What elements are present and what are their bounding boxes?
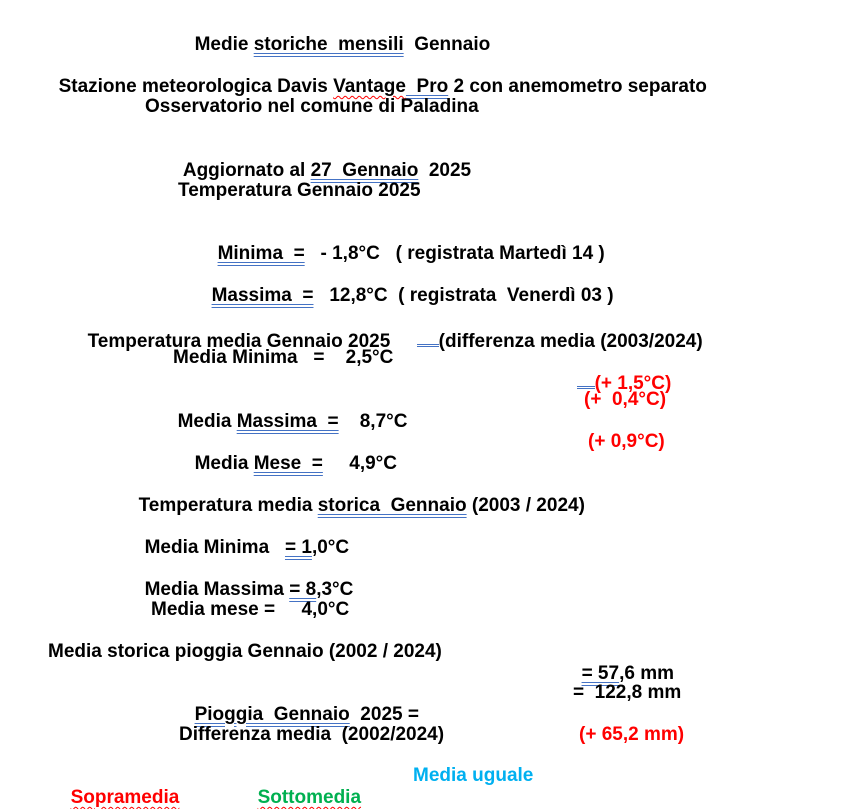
- rain-current-label-row: [184, 682, 419, 725]
- historic-header-b: storica Gennaio: [317, 495, 467, 516]
- rain-current-label-b: 2025 =: [349, 704, 419, 725]
- legend-below-label: Sottomedia: [257, 787, 362, 808]
- maximum-label: Massima =: [211, 285, 314, 306]
- current-max-value: 8,7°C: [338, 411, 408, 432]
- legend-below: [247, 765, 362, 808]
- historic-max-value-b: ,3°C: [316, 579, 354, 600]
- rain-historic-value-row: [571, 641, 674, 684]
- historic-max-row: [134, 557, 354, 600]
- title-part-1: Medie: [194, 34, 254, 55]
- rain-diff-label: Differenza media (2002/2024): [179, 724, 445, 745]
- current-min-diff-row: [566, 347, 672, 394]
- mean-header-title: Temperatura media Gennaio 2025: [87, 331, 417, 352]
- current-min-diff: (+ 1,5°C): [594, 373, 672, 394]
- title-part-3: Gennaio: [403, 34, 491, 55]
- current-month-value: 4,9°C: [322, 453, 398, 474]
- current-max-label-b: Massima =: [236, 411, 339, 432]
- minimum-line: [207, 221, 605, 264]
- historic-min-row: [134, 515, 350, 558]
- current-min-label: Media Minima = 2,5°C: [173, 347, 394, 368]
- historic-min-label: Media Minima: [144, 537, 285, 558]
- rain-current-value: = 122,8 mm: [573, 682, 682, 703]
- current-month-label-a: Media: [194, 453, 254, 474]
- current-max-diff: (+ 0,4°C): [584, 389, 667, 410]
- legend-equal: Media uguale: [413, 765, 534, 786]
- rain-historic-value-a: = 57: [581, 663, 620, 684]
- minimum-value: - 1,8°C ( registrata Martedì 14 ): [304, 243, 605, 264]
- rain-historic-label: Media storica pioggia Gennaio (2002 / 2024): [48, 641, 442, 662]
- minimum-label: Minima =: [217, 243, 305, 264]
- historic-min-value-b: ,0°C: [311, 537, 350, 558]
- historic-header-a: Temperatura media: [138, 495, 318, 516]
- updated-line: [173, 138, 472, 181]
- station-part-1: Stazione meteorologica Davis: [58, 76, 334, 97]
- maximum-line: [201, 263, 614, 306]
- legend-above: [60, 765, 180, 808]
- maximum-value: 12,8°C ( registrata Venerdì 03 ): [313, 285, 614, 306]
- historic-header-c: (2003 / 2024): [466, 495, 585, 516]
- historic-min-value-a: = 1: [284, 537, 312, 558]
- mean-header-line: [77, 305, 703, 352]
- legend-above-label: Sopramedia: [70, 787, 180, 808]
- page-title: [184, 12, 491, 55]
- historic-max-label: Media Massima: [144, 579, 290, 600]
- temperature-section-title: Temperatura Gennaio 2025: [178, 180, 421, 201]
- station-gap: [406, 76, 417, 97]
- historic-max-value-a: = 8: [289, 579, 317, 600]
- observatory-line: Osservatorio nel comune di Paladina: [145, 96, 479, 117]
- updated-date: 27 Gennaio: [310, 160, 419, 181]
- historic-month-row: Media mese = 4,0°C: [151, 599, 350, 620]
- current-month-label-b: Mese =: [253, 453, 323, 474]
- updated-year: 2025: [418, 160, 472, 181]
- historic-header-line: [128, 473, 585, 516]
- underline-gap: [577, 369, 595, 389]
- station-part-5: 2 con anemometro separato: [448, 76, 707, 97]
- station-line: [48, 54, 707, 97]
- current-max-label-a: Media: [177, 411, 237, 432]
- current-max-label-row: [167, 389, 408, 432]
- current-month-label-row: [184, 431, 398, 474]
- updated-part-1: Aggiornato al: [182, 160, 311, 181]
- title-part-2: storiche mensili: [253, 34, 404, 55]
- station-vantage: Vantage: [333, 76, 406, 97]
- rain-diff-value: (+ 65,2 mm): [579, 724, 685, 745]
- underline-gap: [417, 327, 439, 347]
- mean-header-diff-label: (differenza media (2003/2024): [438, 331, 703, 352]
- station-pro: Pro: [416, 76, 449, 97]
- rain-current-label-a: Pioggia Gennaio: [194, 704, 350, 725]
- rain-historic-value-b: ,6 mm: [619, 663, 674, 684]
- current-month-diff: (+ 0,9°C): [588, 431, 665, 452]
